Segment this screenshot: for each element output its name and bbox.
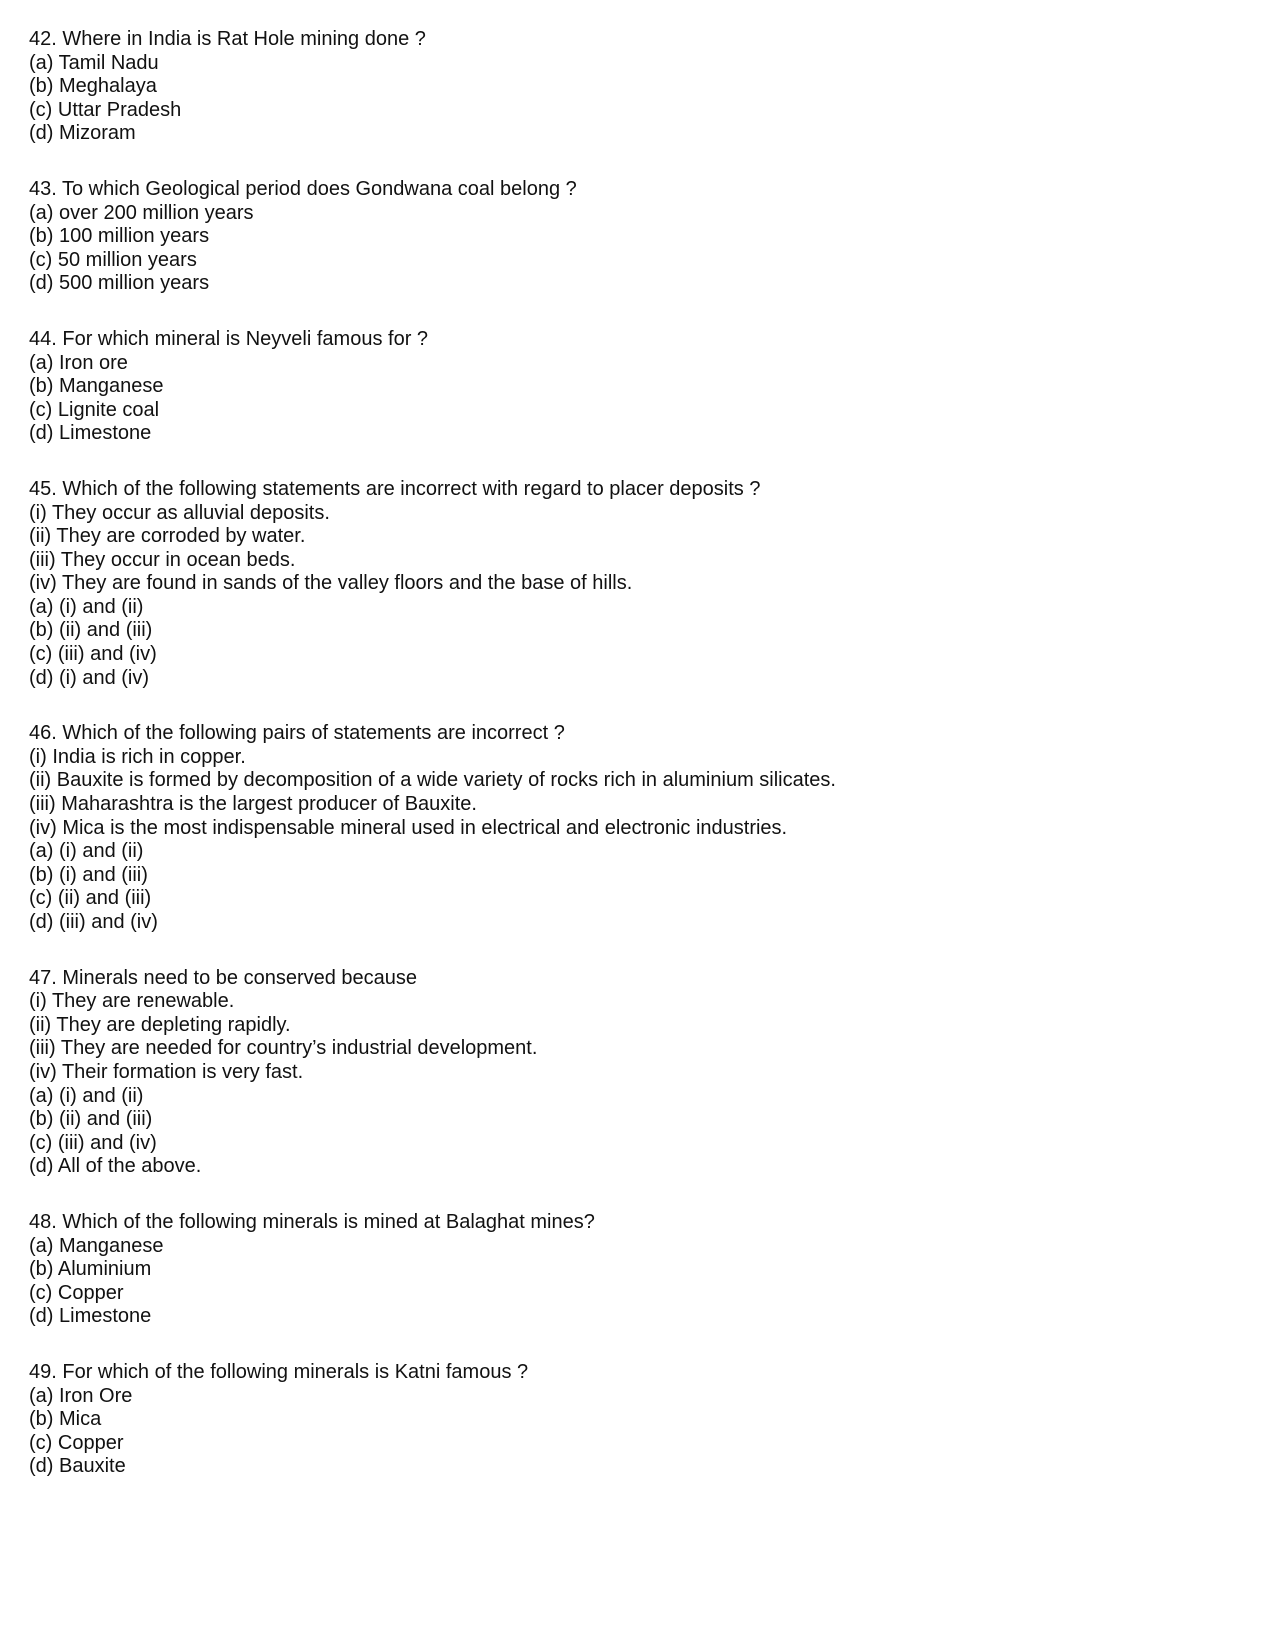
answer-option: (c) (iii) and (iv) (29, 643, 157, 666)
question-block (29, 328, 1249, 446)
question-stem: 49. For which of the following minerals is Katni famous ? (29, 1360, 529, 1383)
question-statement: (iii) They are needed for country’s industrial development. (29, 1037, 538, 1060)
answer-option: (c) Copper (29, 1281, 124, 1304)
question-block (29, 967, 1249, 1179)
question-statement: (iv) Mica is the most indispensable mineral used in electrical and electronic industries. (29, 816, 788, 839)
answer-option: (d) (iii) and (iv) (29, 911, 158, 933)
answer-option: (a) (i) and (ii) (29, 1084, 144, 1107)
answer-option: (d) Bauxite (29, 1455, 126, 1478)
answer-option: (c) Lignite coal (29, 398, 160, 421)
answer-option: (b) 100 million years (29, 225, 210, 248)
answer-option: (b) Meghalaya (29, 75, 157, 98)
question-statement: (i) They occur as alluvial deposits. (29, 501, 330, 524)
question-statement: (iii) They occur in ocean beds. (29, 548, 296, 571)
question-statement: (iii) Maharashtra is the largest producer of Bauxite. (29, 793, 477, 816)
answer-option: (c) (ii) and (iii) (29, 887, 152, 910)
answer-option: (d) (i) and (iv) (29, 666, 150, 689)
answer-option: (a) (i) and (ii) (29, 840, 144, 863)
question-block (29, 1361, 1249, 1479)
question-block (29, 1211, 1249, 1329)
answer-option: (b) Aluminium (29, 1258, 152, 1281)
question-statement: (iv) Their formation is very fast. (29, 1060, 304, 1083)
question-stem: 44. For which mineral is Neyveli famous for ? (29, 327, 429, 350)
answer-option: (d) Limestone (29, 1305, 152, 1328)
question-block (29, 722, 1249, 934)
question-block (29, 178, 1249, 296)
question-statement: (ii) They are depleting rapidly. (29, 1013, 291, 1036)
question-stem: 42. Where in India is Rat Hole mining done ? (29, 28, 426, 50)
answer-option: (c) (iii) and (iv) (29, 1131, 157, 1154)
question-stem: 47. Minerals need to be conserved because (29, 966, 418, 989)
answer-option: (c) Uttar Pradesh (29, 98, 182, 121)
question-stem: 43. To which Geological period does Gondwana coal belong ? (29, 177, 577, 200)
question-statement: (ii) They are corroded by water. (29, 525, 306, 548)
answer-option: (d) Mizoram (29, 122, 136, 145)
question-statement: (iv) They are found in sands of the valley floors and the base of hills. (29, 572, 633, 595)
question-stem: 48. Which of the following minerals is mined at Balaghat mines? (29, 1210, 595, 1233)
answer-option: (a) Manganese (29, 1234, 164, 1257)
answer-option: (d) Limestone (29, 422, 152, 445)
answer-option: (a) Iron Ore (29, 1384, 133, 1407)
answer-option: (d) All of the above. (29, 1155, 202, 1178)
answer-option: (a) (i) and (ii) (29, 595, 144, 618)
answer-option: (b) Manganese (29, 375, 164, 398)
question-statement: (i) They are renewable. (29, 990, 235, 1013)
question-statement: (i) India is rich in copper. (29, 745, 246, 768)
question-stem: 45. Which of the following statements are incorrect with regard to placer deposits ? (29, 477, 761, 500)
answer-option: (a) Tamil Nadu (29, 51, 159, 74)
question-statement: (ii) Bauxite is formed by decomposition of a wide variety of rocks rich in aluminium silicates. (29, 769, 836, 792)
document-page (29, 28, 1249, 1511)
answer-option: (b) (i) and (iii) (29, 863, 148, 886)
answer-option: (c) 50 million years (29, 248, 197, 271)
question-block (29, 28, 1249, 146)
question-stem: 46. Which of the following pairs of statements are incorrect ? (29, 722, 565, 745)
answer-option: (b) (ii) and (iii) (29, 1108, 153, 1131)
answer-option: (d) 500 million years (29, 272, 210, 295)
answer-option: (a) Iron ore (29, 351, 128, 374)
answer-option: (a) over 200 million years (29, 201, 254, 224)
answer-option: (c) Copper (29, 1431, 124, 1454)
answer-option: (b) (ii) and (iii) (29, 619, 153, 642)
answer-option: (b) Mica (29, 1408, 102, 1431)
question-block (29, 478, 1249, 690)
